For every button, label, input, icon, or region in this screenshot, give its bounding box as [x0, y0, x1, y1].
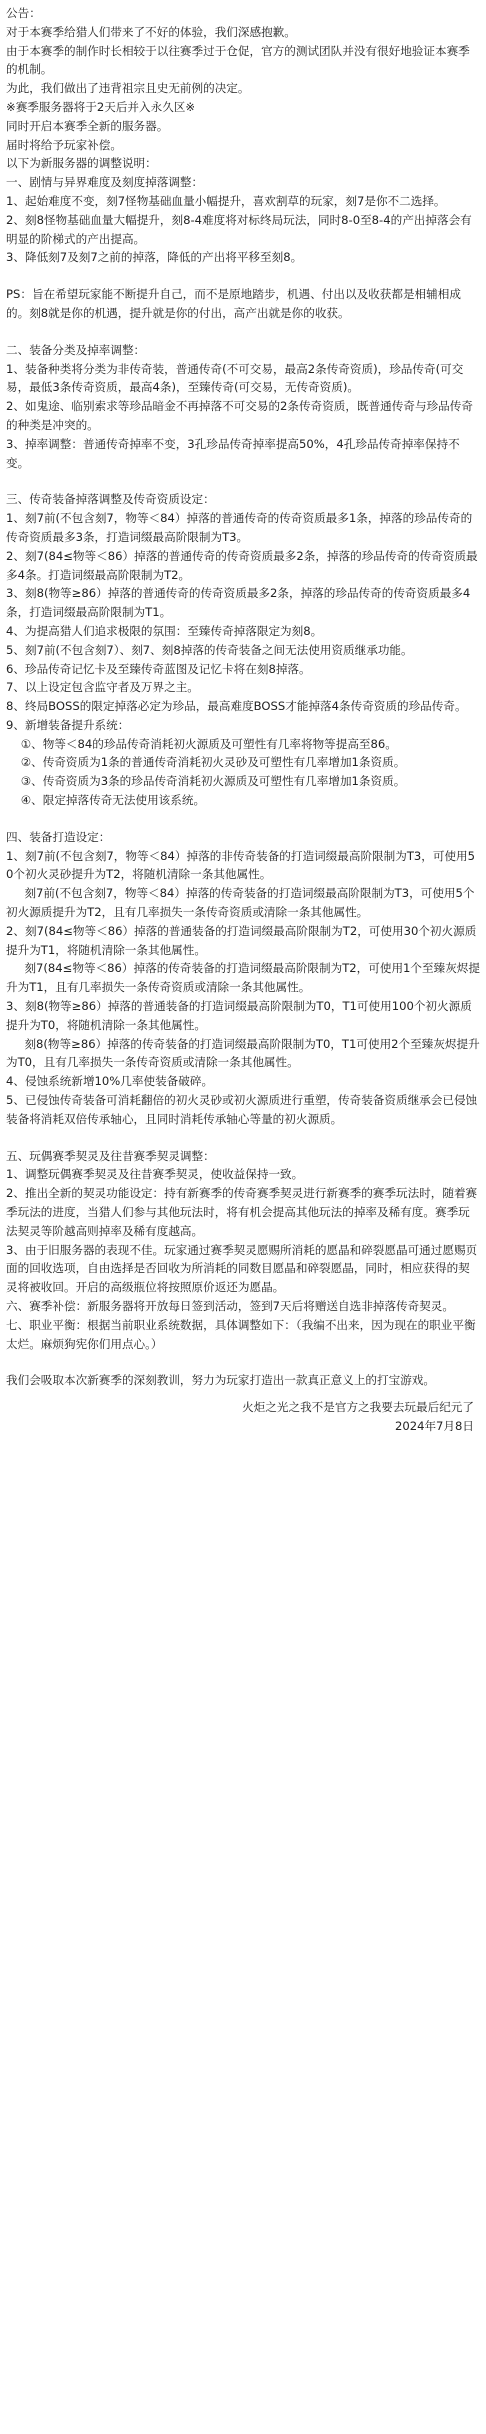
section-2-heading: 二、装备分类及掉率调整：: [6, 342, 146, 357]
apology-paragraph: 对于本赛季给猎人们带来了不好的体验，我们深感抱歉。: [6, 24, 296, 39]
section-3-item: 6、珍品传奇记忆卡及至臻传奇蓝图及记忆卡将在刻8掉落。: [6, 661, 311, 676]
spacer: [6, 1129, 480, 1147]
spacer: [6, 323, 480, 341]
compensation-paragraph: 届时将给予玩家补偿。: [6, 137, 122, 152]
ps-note: PS：旨在希望玩家能不断提升自己，而不是原地踏步，机遇、付出以及收获都是相辅相成的。刻8就是你的机遇，提升就是你的付出，高产出就是你的收获。: [6, 287, 461, 320]
section-3-item: 7、以上设定包含监守者及万界之主。: [6, 680, 199, 695]
upgrade-subitem: ①、物等＜84的珍品传奇消耗初火源质及可塑性有几率将物等提高至86。: [6, 736, 397, 751]
section-5-item: 2、推出全新的契灵功能设定：持有新赛季的传奇赛季契灵进行新赛季的赛季玩法时，随着赛季玩法的进度，当猎人们参与其他玩法时，将有机会提高其他玩法的掉率及稀有度。赛季玩法契灵等阶越高则掉率及稀有度越高。: [6, 1186, 478, 1238]
section-2-item: 3、掉率调整：普通传奇掉率不变，3孔珍品传奇掉率提高50%，4孔珍品传奇掉率保持不变。: [6, 436, 460, 470]
section-1-item: 3、降低刻7及刻7之前的掉落，降低的产出将平移至刻8。: [6, 250, 303, 265]
signature: 火炬之光之我不是官方之我要去玩最后纪元了: [242, 1400, 474, 1415]
section-3-item: 4、为提高猎人们追求极限的氛围：至臻传奇掉落限定为刻8。: [6, 623, 323, 638]
spacer: [6, 267, 480, 285]
section-4-item: 3、刻8(物等≥86）掉落的普通装备的打造词缀最高阶限制为T0，T1可使用100个初火源质提升为T0，将随机清除一条其他属性。: [6, 999, 472, 1032]
section-4-item: 2、刻7(84≤物等＜86）掉落的普通装备的打造词缀最高阶限制为T2，可使用30个初火源质提升为T1，将随机清除一条其他属性。: [6, 923, 477, 957]
decision-paragraph: 为此，我们做出了违背祖宗且史无前例的决定。: [6, 81, 250, 96]
section-6-compensation: 六、赛季补偿：新服务器将开放每日签到活动，签到7天后将赠送自选非掉落传奇契灵。: [6, 1299, 454, 1313]
upgrade-subitem: ③、传奇资质为3条的珍品传奇消耗初火源质及可塑性有几率增加1条资质。: [6, 774, 406, 789]
reason-paragraph: 由于本赛季的制作时长相较于以往赛季过于仓促，官方的测试团队并没有很好地验证本赛季的机制。: [6, 43, 470, 77]
section-5-heading: 五、玩偶赛季契灵及往昔赛季契灵调整：: [6, 1148, 215, 1163]
section-4-heading: 四、装备打造设定：: [6, 829, 111, 844]
spacer: [6, 472, 480, 490]
upgrade-subitem: ④、限定掉落传奇无法使用该系统。: [6, 793, 206, 808]
section-3-item: 2、刻7(84≤物等＜86）掉落的普通传奇的传奇资质最多2条，掉落的珍品传奇的传奇资质最多4条。打造词缀最高阶限制为T2。: [6, 548, 478, 582]
upgrade-subitem: ②、传奇资质为1条的普通传奇消耗初火灵砂及可塑性有几率增加1条资质。: [6, 755, 406, 770]
section-4-subitem: 刻7前(不包含刻7，物等＜84）掉落的传奇装备的打造词缀最高阶限制为T3，可使用5个初火源质提升为T2，且有几率损失一条传奇资质或清除一条其他属性。: [6, 886, 475, 920]
spacer: [6, 810, 480, 828]
new-server-paragraph: 同时开启本赛季全新的服务器。: [6, 118, 169, 133]
section-3-item: 3、刻8(物等≥86）掉落的普通传奇的传奇资质最多2条，掉落的珍品传奇的传奇资质最多4条，打造词缀最高阶限制为T1。: [6, 586, 471, 620]
spacer: [6, 1390, 480, 1398]
section-4-subitem: 刻8(物等≥86）掉落的传奇装备的打造词缀最高阶限制为T0，T1可使用2个至臻灰烬提升为T0，且有几率损失一条传奇资质或清除一条其他属性。: [6, 1036, 480, 1070]
section-3-item: 1、刻7前(不包含刻7，物等＜84）掉落的普通传奇的传奇资质最多1条，掉落的珍品传奇的传奇资质最多3条，打造词缀最高阶限制为T3。: [6, 511, 473, 544]
section-1-heading: 一、剧情与异界难度及刻度掉落调整：: [6, 175, 204, 190]
section-1-item: 1、起始难度不变，刻7怪物基础血量小幅提升，喜欢割草的玩家，刻7是你不二选择。: [6, 193, 446, 208]
section-4-item: 1、刻7前(不包含刻7，物等＜84）掉落的非传奇装备的打造词缀最高阶限制为T3，可使用50个初火灵砂提升为T2，将随机清除一条其他属性。: [6, 848, 476, 882]
server-merge-notice: ※赛季服务器将于2天后并入永久区※: [6, 99, 196, 114]
announcement-heading: 公告：: [6, 6, 41, 20]
section-1-item: 2、刻8怪物基础血量大幅提升，刻8-4难度将对标终局玩法，同时8-0至8-4的产出掉落会有明显的阶梯式的产出提高。: [6, 212, 472, 246]
section-2-item: 1、装备种类将分类为非传奇装，普通传奇(不可交易，最高2条传奇资质)，珍品传奇(可交易，最低3条传奇资质，最高4条)，至臻传奇(可交易，无传奇资质)。: [6, 361, 464, 395]
closing-paragraph: 我们会吸取本次新赛季的深刻教训，努力为玩家打造出一款真正意义上的打宝游戏。: [6, 1373, 435, 1388]
section-4-subitem: 刻7(84≤物等＜86）掉落的传奇装备的打造词缀最高阶限制为T2，可使用1个至臻灰烬提升为T1，且有几率损失一条传奇资质或清除一条其他属性。: [6, 961, 480, 995]
section-5-item: 3、由于旧服务器的表现不佳。玩家通过赛季契灵愿赐所消耗的愿晶和碎裂愿晶可通过愿赐页面的回收选项，自由选择是否回收为所消耗的同数目愿晶和碎裂愿晶，同时，相应获得的契灵将被收回。开启的高级瓶位将按照原价返还为愿晶。: [6, 1242, 478, 1295]
section-4-item: 5、已侵蚀传奇装备可消耗翻倍的初火灵砂或初火源质进行重塑，传奇装备资质继承会已侵蚀装备将消耗双倍传承轴心，且同时消耗传承轴心等量的初火源质。: [6, 1093, 478, 1126]
section-5-item: 1、调整玩偶赛季契灵及往昔赛季契灵，使收益保持一致。: [6, 1167, 304, 1182]
section-3-item: 9、新增装备提升系统：: [6, 717, 130, 732]
section-3-item: 5、刻7前(不包含刻7）、刻7、刻8掉落的传奇装备之间无法使用资质继承功能。: [6, 642, 413, 657]
section-2-item: 2、如鬼途、临别索求等珍品暗金不再掉落不可交易的2条传奇资质，既普通传奇与珍品传奇的种类是冲突的。: [6, 399, 473, 432]
section-3-heading: 三、传奇装备掉落调整及传奇资质设定：: [6, 492, 215, 507]
section-4-item: 4、侵蚀系统新增10%几率使装备破碎。: [6, 1074, 214, 1089]
section-7-balance: 七、职业平衡：根据当前职业系统数据，具体调整如下：（我编不出来，因为现在的职业平衡太烂。麻烦狗宪你们用点心。）: [6, 1317, 476, 1351]
announcement-document: [6, 4, 480, 1436]
date: 2024年7月8日: [394, 1418, 474, 1433]
spacer: [6, 1353, 480, 1371]
adjustments-intro: 以下为新服务器的调整说明：: [6, 156, 157, 171]
section-3-item: 8、终局BOSS的限定掉落必定为珍品，最高难度BOSS才能掉落4条传奇资质的珍品传奇。: [6, 699, 467, 714]
